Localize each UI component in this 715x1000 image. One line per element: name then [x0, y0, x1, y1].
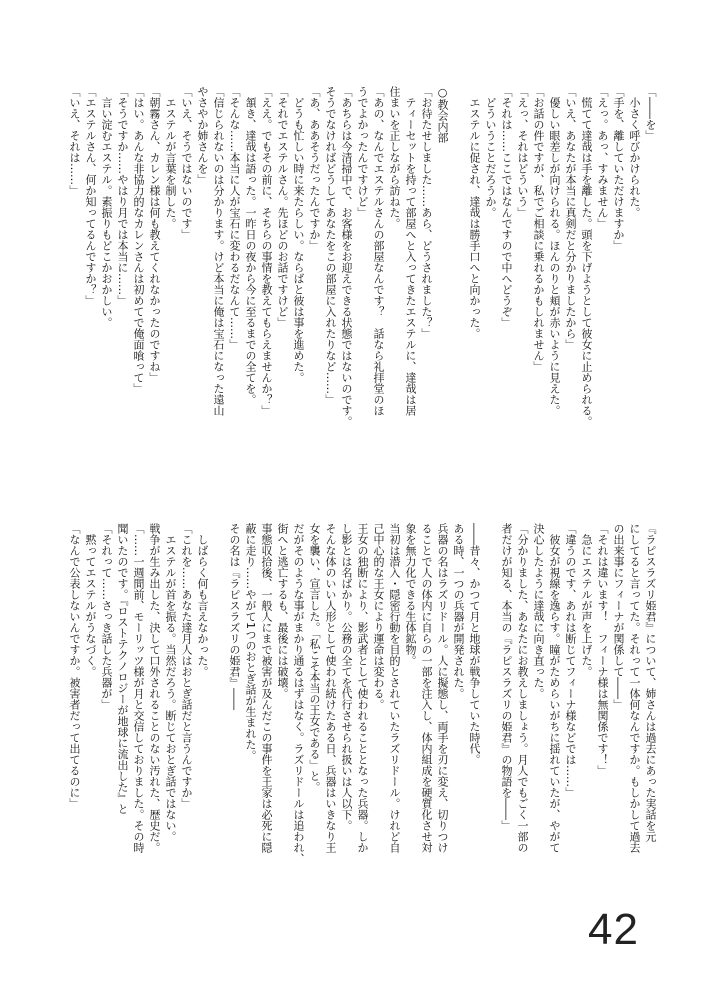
text-line: 住まいを正しながら訪ねた。	[388, 86, 401, 229]
text-line: 聞いたのです。『ロストテクノロジーが地球に流出した』と	[116, 523, 129, 815]
text-line	[210, 523, 226, 933]
text-line: 「えっ、それはどういう」	[516, 86, 529, 218]
text-line: 象を無力化できる生体鉱物。	[404, 523, 417, 666]
text-line: しばらく何も言えなかった。	[196, 523, 209, 677]
lower-text-block	[66, 523, 658, 943]
text-line: 「違うのです、あれは断じてフィーナ様などでは……」	[564, 523, 577, 798]
text-line: エステルが言葉を制した。	[164, 86, 177, 229]
text-line: ――昔々、かつて月と地球が戦争していた時代。	[468, 523, 481, 765]
text-line: ○教会内部	[436, 86, 449, 143]
text-line: 「それは違います！ フィーナ様は無関係です！」	[596, 523, 609, 776]
text-line: 小さく呼びかけられた。	[628, 86, 641, 218]
text-line: どうも忙しい時に来たらしい。ならばと彼は事を進めた。	[292, 86, 305, 383]
text-line: 者だけが知る、本当の『ラピスラズリの姫君』の物語を――」	[500, 523, 513, 831]
text-line: 己中心的な王女により運命は変わる。	[372, 523, 385, 710]
text-line: 「それって……さっき話した兵器が」	[100, 523, 113, 710]
text-line: 「ええ。でもその前に、そちらの事情を教えてもらえませんか？」	[260, 86, 273, 416]
text-line: どういうことだろうか。	[484, 86, 497, 218]
text-line: ある時、一つの兵器が開発された。	[452, 523, 465, 699]
page-number: 42	[588, 905, 639, 954]
text-line: 「お待たせしました……あら、どうされました？」	[420, 86, 433, 339]
text-line: 「お話の件ですが、私でご相談に乗れるかもしれません」	[532, 86, 545, 372]
text-line: 女を襲い、宣言した。「私こそ本当の王女である」と。	[308, 523, 321, 793]
upper-text-block	[66, 86, 658, 456]
text-line: 「はい。あんな非協力的なカレンさんは初めてで俺面喰って」	[132, 86, 145, 394]
text-line: 決心したように達哉に向き直った。	[532, 523, 545, 699]
text-line: 「いえ、あなたが本当に真剣だと分かりましたから」	[564, 86, 577, 350]
text-line	[450, 86, 466, 446]
text-line: 「えっ。あっ、すみません」	[596, 86, 609, 229]
text-line: 当初は潜入・隠密行動を目的とされていたラズリドール。けれど自	[388, 523, 401, 853]
text-line: 戦争が生み出した、決して口外されることのない汚れた、歴史だ。	[148, 523, 161, 853]
text-line: 「あ、ああそうだったんですか」	[308, 86, 321, 251]
text-line: 「そんな……本当に人が宝石に変わるだなんて……」	[228, 86, 241, 350]
text-line: 街へと逃亡するも、最後には破壊。	[276, 523, 289, 699]
text-line: 「あの、なんでエステルさんの部屋なんです？ 話なら礼拝堂のほ	[372, 86, 385, 416]
text-line	[482, 523, 498, 933]
text-line: 兵器の名はラズリドール。人に擬態し、両手を刃に変え、切りつけ	[436, 523, 449, 853]
text-line: そんな体のいい人形として使われ続けたある日、兵器はいきなり王	[324, 523, 337, 853]
text-line: 「信じられないのは分かります。けど本当に俺は宝石になった遠山	[212, 86, 225, 416]
text-line: 「エステルさん、何か知ってるんですか？」	[84, 86, 97, 306]
text-line: 慌てて達哉は手を離した。頭を下げようとして彼女に止められる。	[580, 86, 593, 427]
text-line: 王女の独断により、影武者として使われることとなった兵器。しか	[356, 523, 369, 853]
text-line: 「……一週間前、モーリッツ様が月と交信しておりました。その時	[132, 523, 145, 853]
text-line: ティーセットを持って部屋へと入ってきたエステルに、達哉は居	[404, 86, 417, 416]
text-line: 「これを……あなた達月人はおとぎ話だと言うんですか」	[180, 523, 193, 809]
text-line: 「あちらは今清掃中で、お客様をお迎えできる状態ではないのです。	[340, 86, 353, 427]
text-line: 「分かりました、あなたにお教えしましょう。月人でもごく一部の	[516, 523, 529, 853]
text-line: 「なんで公表しないんですか。被害者だって出てるのに」	[68, 523, 81, 809]
text-line: その名は『ラピスラズリの姫君』――	[228, 523, 241, 710]
text-line: 蔽に走り……やがて1つのおとぎ話が生まれた。	[244, 523, 257, 761]
text-line: 「朝霧さん、カレン様は何も教えてくれなかったのですね」	[148, 86, 161, 383]
text-line: の出来事にフィーナが関係して――」	[612, 523, 625, 710]
text-line: 黙ってエステルがうなづく。	[84, 523, 97, 677]
text-line: そうでなければどうしてあなたをこの部屋に入れたりなど……」	[324, 86, 337, 405]
text-line: にしてると言ってた。それって一体何なんですか。もしかして過去	[628, 523, 641, 853]
text-line: 「そうですか……やはり月では本当に……」	[116, 86, 129, 306]
text-line: 「――を」	[644, 86, 657, 141]
text-line: し影とは名ばかり。公務の全てを代行させられ扱いは人以下。	[340, 523, 353, 831]
text-line: 「いえ、それは……」	[68, 86, 81, 196]
text-line: やさやか姉さんを」	[196, 86, 209, 185]
text-line: 彼女が視線を逸らす。瞳がためらいがちに揺れていたが、やがて	[548, 523, 561, 853]
text-line: 急にエステルが声を上げた。	[580, 523, 593, 677]
text-line: 「いえ、そうではないのです」	[180, 86, 193, 240]
text-line: 『ラピスラズリ姫君』について、姉さんは過去にあった実話を元	[644, 523, 657, 842]
text-line: 「それは……ここではなんですので中へどうぞ」	[500, 86, 513, 328]
text-line: エステルが首を振る。当然だろう。断じておとぎ話ではない。	[164, 523, 177, 842]
text-line: 頷き、達哉は語った。一昨日の夜から今に至るまでの全てを。	[244, 86, 257, 405]
text-line: 優しい眼差しが向けられる。ほんのりと頬が赤いように見えた。	[548, 86, 561, 416]
text-line: 「それでエステルさん。先ほどのお話ですけど」	[276, 86, 289, 328]
text-line: 言い淀むエステル。素振りもどこかおかしい。	[100, 86, 113, 328]
text-line: ることで人の体内に自らの一部を注入し、体内組成を硬質化させ対	[420, 523, 433, 853]
text-line: うでよかったんですけど」	[356, 86, 369, 218]
text-line: 事態収拾後、一般人にまで被害が及んだこの事件を王家は必死に隠	[260, 523, 273, 853]
text-line: エステルに促され、達哉は勝手口へと向かった。	[468, 86, 481, 339]
text-line: 「手を、離していただけますか」	[612, 86, 625, 251]
text-line: だがそのような事がまかり通るはずはなく。ラズリドールは追われ、	[292, 523, 305, 864]
